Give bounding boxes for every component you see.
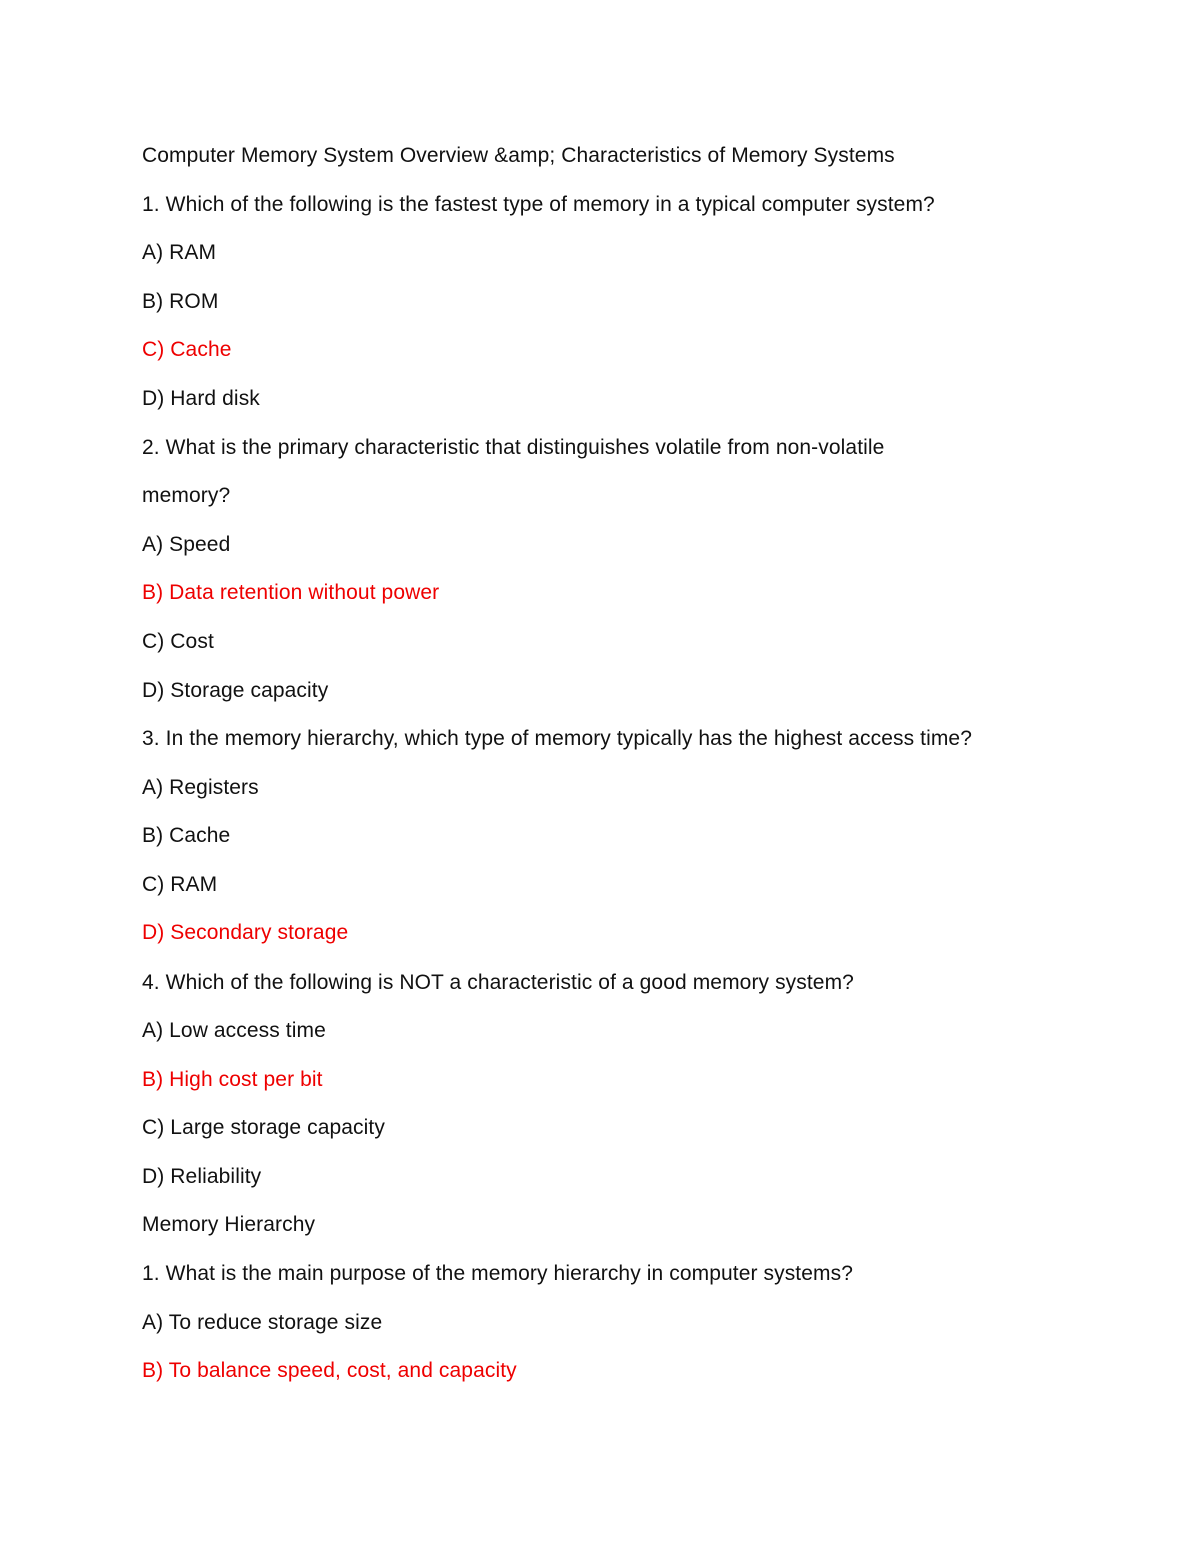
question-2-line-1: 2. What is the primary characteristic that distinguishes volatile from non-volatile (142, 436, 885, 459)
option-c: C) Large storage capacity (142, 1116, 385, 1139)
option-c: C) Cost (142, 630, 214, 653)
question-2-line-2: memory? (142, 484, 231, 507)
option-b: B) ROM (142, 290, 219, 313)
question-5: 1. What is the main purpose of the memory hierarchy in computer systems? (142, 1262, 853, 1285)
section-heading: Memory Hierarchy (142, 1213, 316, 1236)
question-1: 1. Which of the following is the fastest type of memory in a typical computer system? (142, 193, 935, 216)
question-4: 4. Which of the following is NOT a characteristic of a good memory system? (142, 971, 854, 994)
option-a: A) Speed (142, 533, 231, 556)
option-a: A) Registers (142, 776, 259, 799)
option-d: D) Reliability (142, 1165, 262, 1188)
option-b: B) Cache (142, 824, 231, 847)
option-a: A) RAM (142, 241, 217, 264)
option-c-correct-answer: C) Cache (142, 338, 232, 361)
option-b-correct-answer: B) High cost per bit (142, 1068, 323, 1091)
option-d-correct-answer: D) Secondary storage (142, 921, 349, 944)
option-d: D) Storage capacity (142, 679, 329, 702)
option-b-correct-answer: B) To balance speed, cost, and capacity (142, 1359, 517, 1382)
option-a: A) Low access time (142, 1019, 326, 1042)
option-a: A) To reduce storage size (142, 1311, 383, 1334)
option-d: D) Hard disk (142, 387, 260, 410)
section-heading: Computer Memory System Overview &amp; Characteristics of Memory Systems (142, 144, 895, 167)
question-3: 3. In the memory hierarchy, which type of memory typically has the highest access time? (142, 727, 972, 750)
option-c: C) RAM (142, 873, 218, 896)
option-b-correct-answer: B) Data retention without power (142, 581, 440, 604)
